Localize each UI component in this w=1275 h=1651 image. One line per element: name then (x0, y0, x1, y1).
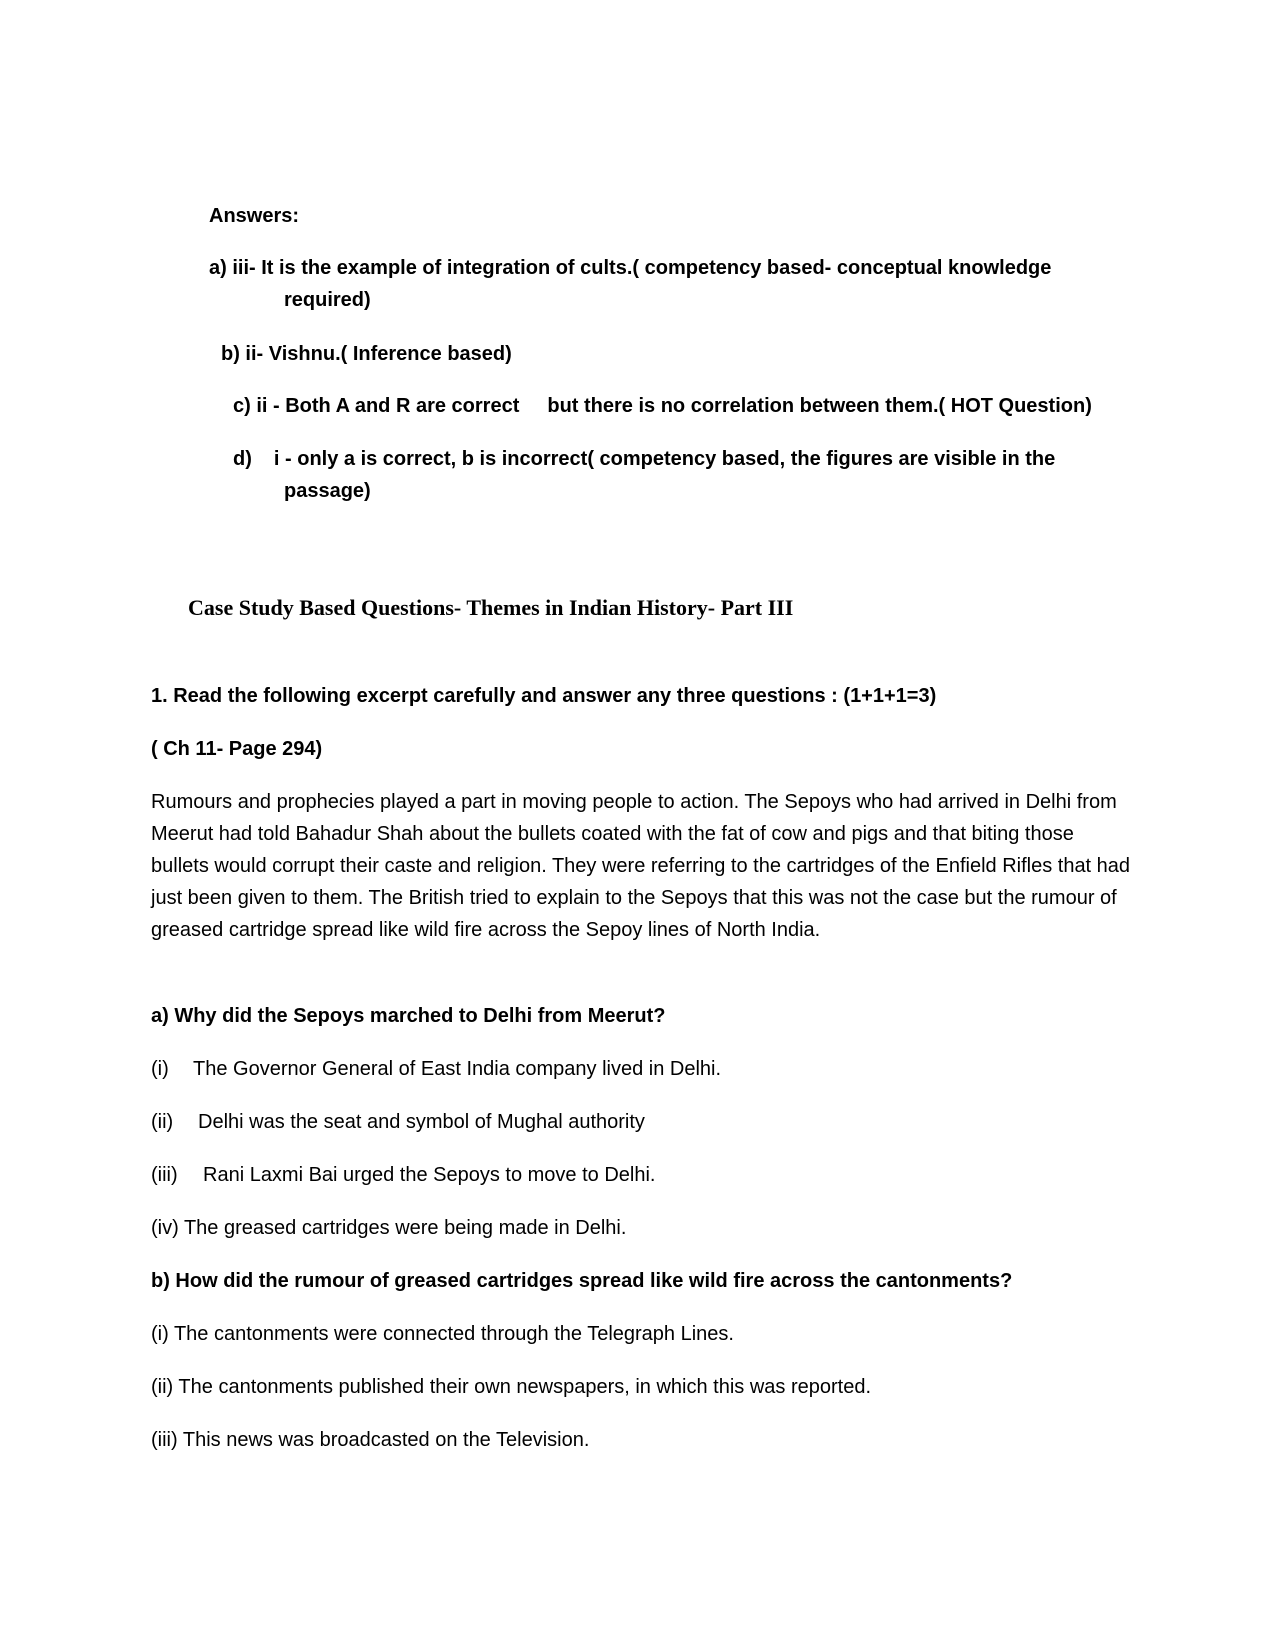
option-number: (ii) (151, 1376, 174, 1398)
section-title: Case Study Based Questions- Themes in Indian History- Part III (188, 595, 794, 620)
option-text: Rani Laxmi Bai urged the Sepoys to move to Delhi. (203, 1164, 656, 1186)
question-a-option-4 (151, 1212, 626, 1244)
question1-instruction: 1. Read the following excerpt carefully and answer any three questions : (1+1+1=3) (151, 685, 937, 707)
answer-a-line2: required) (284, 289, 371, 311)
answer-d (233, 443, 1055, 507)
option-text: The Governor General of East India company lived in Delhi. (193, 1058, 722, 1080)
option-text: This news was broadcasted on the Television. (182, 1429, 590, 1451)
option-number: (ii) (151, 1111, 174, 1133)
option-text: The cantonments published their own newspapers, in which this was reported. (178, 1376, 872, 1398)
answer-b: b) ii- Vishnu.( Inference based) (221, 343, 512, 365)
option-number: (iii) (151, 1429, 178, 1451)
answer-c (233, 390, 1092, 422)
question-b: b) How did the rumour of greased cartridges spread like wild fire across the cantonments? (151, 1270, 1013, 1292)
question-a: a) Why did the Sepoys marched to Delhi from Meerut? (151, 1005, 666, 1027)
answer-c-part1: c) ii - Both A and R are correct (233, 395, 520, 417)
option-number: (iv) (151, 1217, 179, 1239)
option-text: The greased cartridges were being made in Delhi. (183, 1217, 627, 1239)
option-text: The cantonments were connected through the Telegraph Lines. (173, 1323, 734, 1345)
answer-d-line1: i - only a is correct, b is incorrect( competency based, the figures are visible in the (273, 448, 1056, 470)
option-number: (i) (151, 1058, 169, 1080)
answer-a (209, 252, 1051, 316)
question-b-option-1 (151, 1318, 734, 1350)
option-number: (iii) (151, 1164, 178, 1186)
question-a-option-3 (151, 1159, 655, 1191)
question-a-option-2 (151, 1106, 645, 1138)
option-number: (i) (151, 1323, 169, 1345)
question-b-option-3 (151, 1424, 589, 1456)
question1-reference: ( Ch 11- Page 294) (151, 738, 323, 760)
answer-a-line1: a) iii- It is the example of integration of cults.( competency based- conceptual knowledge (209, 257, 1052, 279)
answers-heading: Answers: (209, 205, 300, 227)
option-text: Delhi was the seat and symbol of Mughal authority (198, 1111, 645, 1133)
answer-d-label: d) (233, 448, 252, 470)
excerpt-passage: Rumours and prophecies played a part in moving people to action. The Sepoys who had arrived in Delhi from Meerut had told Bahadur Shah about the bullets coated with the fat of cow and pigs and that biting those bullets would corrupt their caste and religion. They were referring to the cartridges of the Enfield Rifles that had just been given to them. The British tried to explain to the Sepoys that this was not the case but the rumour of greased cartridge spread like wild fire across the Sepoy lines of North India. (151, 791, 1131, 941)
question-b-option-2 (151, 1371, 871, 1403)
answer-d-line2: passage) (284, 480, 371, 502)
answer-c-part2: but there is no correlation between them.( HOT Question) (547, 395, 1092, 417)
question-a-option-1 (151, 1053, 721, 1085)
